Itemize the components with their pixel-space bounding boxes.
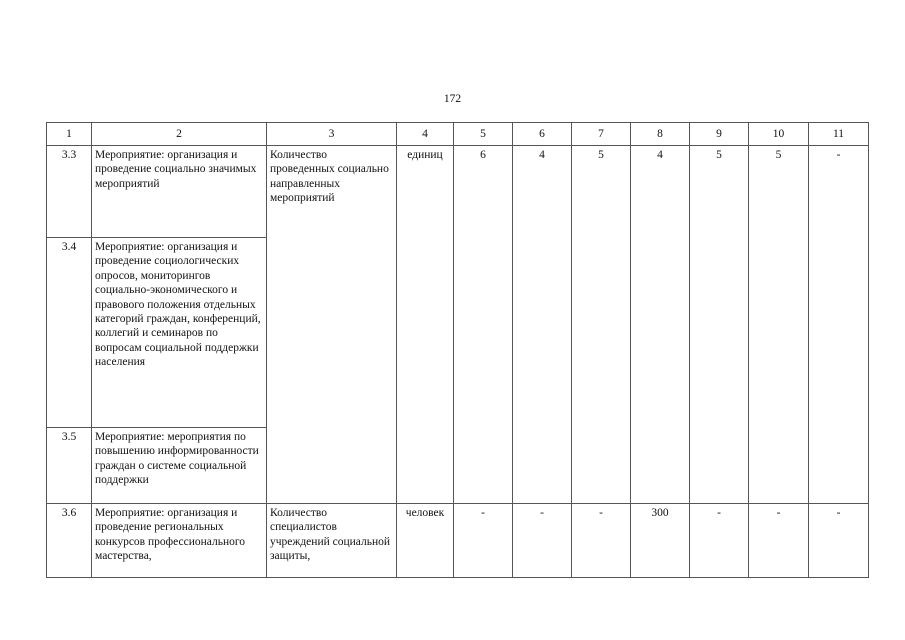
value-cell: 4	[631, 146, 690, 504]
value-cell: -	[809, 146, 869, 504]
page-number: 172	[443, 93, 462, 105]
value-cell: 5	[572, 146, 631, 504]
column-number: 6	[513, 123, 572, 146]
table-row	[47, 504, 869, 578]
column-number: 1	[47, 123, 92, 146]
column-number: 9	[690, 123, 749, 146]
row-number: 3.6	[47, 504, 92, 578]
unit-cell: человек	[397, 504, 454, 578]
column-number: 2	[92, 123, 267, 146]
event-cell: Мероприятие: организация и проведение региональных конкурсов профессионального мастерства,	[92, 504, 267, 578]
column-number: 5	[454, 123, 513, 146]
value-cell: -	[454, 504, 513, 578]
indicator-cell: Количество проведенных социально направленных мероприятий	[267, 146, 397, 504]
column-number: 4	[397, 123, 454, 146]
value-cell: -	[749, 504, 809, 578]
event-cell: Мероприятие: организация и проведение социально значимых мероприятий	[92, 146, 267, 238]
column-number: 11	[809, 123, 869, 146]
table-row	[47, 146, 869, 238]
event-cell: Мероприятие: организация и проведение социологических опросов, мониторингов социально-экономического и правового положения отдельных категорий граждан, конференций, коллегий и семинаров по вопросам социальной поддержки населения	[92, 238, 267, 428]
value-cell: 300	[631, 504, 690, 578]
column-number: 8	[631, 123, 690, 146]
value-cell: 5	[749, 146, 809, 504]
column-number: 7	[572, 123, 631, 146]
value-cell: -	[572, 504, 631, 578]
indicators-table	[46, 122, 869, 578]
column-number: 3	[267, 123, 397, 146]
value-cell: 6	[454, 146, 513, 504]
column-number-header-row	[47, 123, 869, 146]
row-number: 3.3	[47, 146, 92, 238]
unit-cell: единиц	[397, 146, 454, 504]
value-cell: -	[513, 504, 572, 578]
value-cell: -	[690, 504, 749, 578]
indicator-cell: Количество специалистов учреждений социальной защиты,	[267, 504, 397, 578]
row-number: 3.4	[47, 238, 92, 428]
value-cell: 4	[513, 146, 572, 504]
column-number: 10	[749, 123, 809, 146]
event-cell: Мероприятие: мероприятия по повышению информированности граждан о системе социальной поддержки	[92, 428, 267, 504]
value-cell: -	[809, 504, 869, 578]
value-cell: 5	[690, 146, 749, 504]
row-number: 3.5	[47, 428, 92, 504]
